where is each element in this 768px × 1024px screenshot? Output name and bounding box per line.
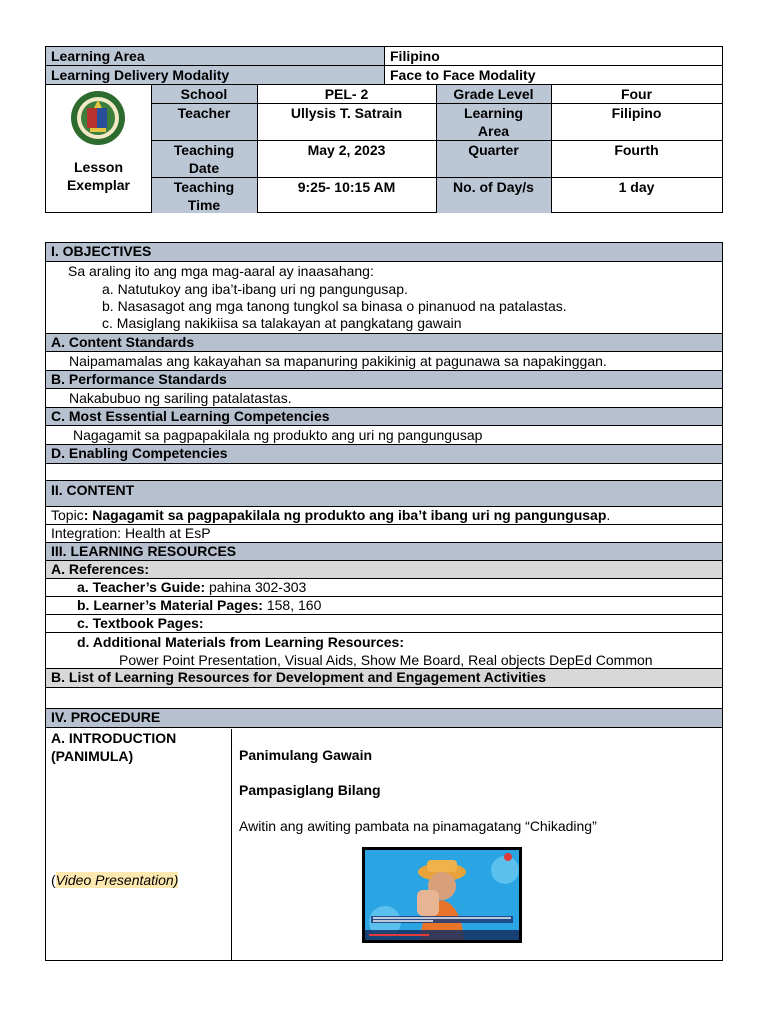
- video-frame-image: [365, 850, 519, 940]
- learning-resources-list-body: [46, 688, 722, 709]
- learners-material-label: b. Learner’s Material Pages:: [77, 597, 263, 613]
- additional-materials-value: Power Point Presentation, Visual Aids, Show Me Board, Real objects DepEd Common: [119, 652, 653, 668]
- video-thumbnail[interactable]: [362, 847, 522, 943]
- lesson-plan-table: [45, 242, 723, 961]
- learning-area2-label-line2: Area: [477, 123, 510, 139]
- days-value: 1 day: [618, 179, 655, 195]
- learning-area2-label-line1: Learning: [463, 105, 524, 121]
- school-seal-icon: [70, 90, 126, 146]
- header-table: [45, 46, 723, 213]
- time-label-line2: Time: [187, 197, 221, 213]
- time-label-line1: Teaching: [173, 179, 235, 195]
- objective-item: a. Natutukoy ang iba’t-ibang uri ng pangungusap.: [102, 281, 408, 297]
- learners-material-row: [46, 597, 722, 615]
- teachers-guide-value: pahina 302-303: [205, 579, 307, 595]
- lesson-exemplar-line1: Lesson: [73, 159, 123, 175]
- content-standards-text: Naipamamalas ang kakayahan sa mapanuring pakikinig at pagunawa sa napakinggan.: [69, 353, 607, 369]
- lesson-exemplar-line2: Exemplar: [66, 177, 131, 193]
- topic-value: : Nagagamit sa pagpapakilala ng produkto ang iba’t ibang uri ng pangungusap: [83, 507, 607, 523]
- competencies-body: [46, 426, 722, 445]
- grade-level-value: Four: [620, 86, 653, 102]
- textbook-row: [46, 615, 722, 633]
- modality-value: Face to Face Modality: [390, 67, 536, 83]
- topic-row: [46, 507, 722, 525]
- competencies-text: Nagagamit sa pagpapakilala ng produkto ang uri ng pangungusap: [73, 427, 483, 443]
- objectives-intro: Sa araling ito ang mga mag-aaral ay inaasahang:: [68, 263, 374, 279]
- topic-period: .: [606, 507, 611, 523]
- date-label-line1: Teaching: [173, 142, 235, 158]
- learning-area2-value: Filipino: [611, 105, 662, 121]
- content-standards-body: [46, 352, 722, 371]
- topic-label: Topic: [51, 507, 84, 523]
- school-value: PEL- 2: [324, 86, 369, 102]
- objectives-body: [46, 262, 722, 334]
- days-label: No. of Day/s: [453, 179, 534, 195]
- teacher-label: Teacher: [177, 105, 231, 121]
- integration-row: Integration: Health at EsP: [46, 525, 722, 543]
- teachers-guide-label: a. Teacher’s Guide:: [77, 579, 206, 595]
- time-value: 9:25- 10:15 AM: [297, 179, 396, 195]
- school-label: School: [180, 86, 228, 102]
- objective-item: b. Nasasagot ang mga tanong tungkol sa binasa o pinanuod na patalastas.: [102, 298, 567, 314]
- quarter-label: Quarter: [468, 142, 519, 158]
- performance-standards-header: B. Performance Standards: [46, 371, 722, 389]
- learning-area-label: Learning Area: [51, 48, 145, 64]
- performance-standards-text: Nakabubuo ng sariling patalatastas.: [69, 390, 292, 406]
- enabling-competencies-body: [46, 464, 722, 481]
- activity-subtitle: Pampasiglang Bilang: [239, 782, 381, 798]
- introduction-label-line2: (PANIMULA): [51, 748, 134, 764]
- content-header: II. CONTENT: [46, 481, 722, 507]
- date-value: May 2, 2023: [307, 142, 386, 158]
- objective-item: c. Masiglang nakikiisa sa talakayan at pangkatang gawain: [102, 315, 462, 331]
- references-header: A. References:: [46, 561, 722, 579]
- introduction-label-line1: A. INTRODUCTION: [51, 730, 177, 746]
- activity-title: Panimulang Gawain: [239, 747, 373, 763]
- quarter-value: Fourth: [614, 142, 659, 158]
- grade-level-label: Grade Level: [453, 86, 534, 102]
- learners-material-value: 158, 160: [262, 597, 322, 613]
- procedure-column-divider: [231, 729, 232, 960]
- learning-area-value: Filipino: [390, 48, 440, 64]
- performance-standards-body: [46, 389, 722, 408]
- date-label-line2: Date: [188, 160, 220, 176]
- modality-label: Learning Delivery Modality: [51, 67, 230, 83]
- textbook-label: c. Textbook Pages:: [77, 615, 204, 631]
- video-presentation-label: (Video Presentation): [51, 872, 179, 888]
- teacher-value: Ullysis T. Satrain: [290, 105, 403, 121]
- competencies-header: C. Most Essential Learning Competencies: [46, 408, 722, 426]
- learning-resources-list-header: B. List of Learning Resources for Development and Engagement Activities: [46, 669, 722, 688]
- procedure-header: IV. PROCEDURE: [46, 709, 722, 728]
- objectives-header: I. OBJECTIVES: [46, 243, 722, 262]
- content-standards-header: A. Content Standards: [46, 334, 722, 352]
- resources-header: III. LEARNING RESOURCES: [46, 543, 722, 561]
- additional-materials-label: d. Additional Materials from Learning Resources:: [77, 634, 404, 650]
- teachers-guide-row: [46, 579, 722, 597]
- activity-instruction: Awitin ang awiting pambata na pinamagatang “Chikading”: [239, 818, 597, 834]
- additional-materials-row: [46, 633, 722, 669]
- enabling-competencies-header: D. Enabling Competencies: [46, 445, 722, 464]
